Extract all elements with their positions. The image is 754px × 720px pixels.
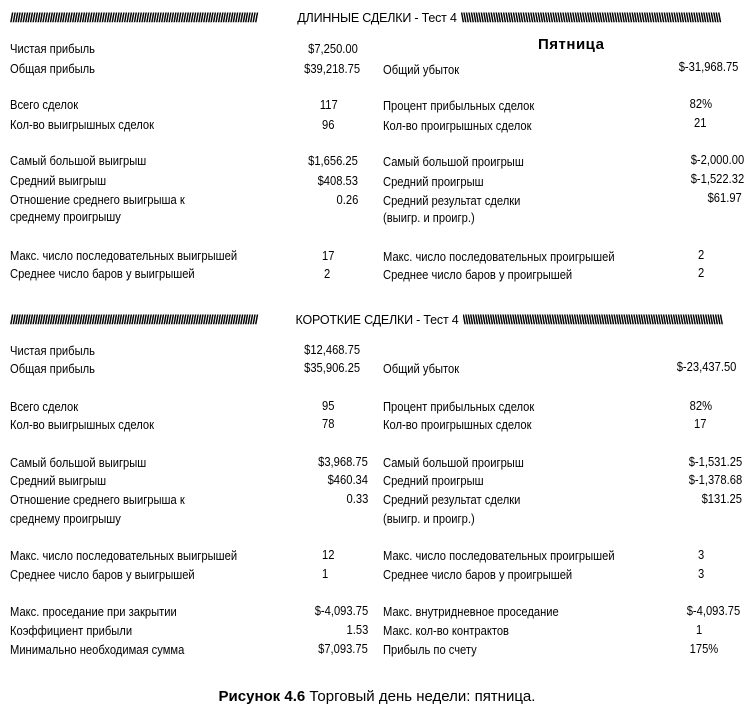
short-avg-loss-label: Средний проигрыш [383, 473, 484, 488]
long-largest-win-value: $1,656.25 [308, 153, 358, 168]
long-pct-profitable-label: Процент прибыльных сделок [383, 98, 535, 113]
short-avg-bars-wins-value: 1 [321, 566, 328, 581]
weekday-title: Пятница [538, 36, 605, 53]
short-max-contracts-label: Макс. кол-во контрактов [383, 623, 509, 638]
short-avg-trade-value: $131.25 [701, 491, 742, 506]
short-return-on-account-value: 175% [689, 641, 718, 656]
short-gross-loss-value: $-23,437.50 [676, 359, 736, 374]
long-avg-bars-losses-value: 2 [697, 265, 704, 280]
short-largest-win-value: $3,968.75 [318, 454, 368, 469]
long-avg-trade-label-cont: (выигр. и проигр.) [383, 210, 475, 225]
short-avg-loss-value: $-1,378.68 [688, 472, 742, 487]
short-gross-profit-value: $35,906.25 [304, 360, 360, 375]
short-net-profit-label: Чистая прибыль [10, 343, 95, 358]
short-losing-trades-value: 17 [693, 416, 706, 431]
long-avg-trade-value: $61.97 [707, 190, 742, 205]
short-section-title: КОРОТКИЕ СДЕЛКИ - Тест 4 [295, 313, 459, 327]
long-total-trades-value: 117 [320, 97, 338, 112]
short-max-closed-drawdown-label: Макс. проседание при закрытии [10, 604, 177, 619]
long-avg-trade-label: Средний результат сделки [383, 193, 521, 208]
short-pct-profitable-value: 82% [689, 398, 712, 413]
long-max-consec-wins-label: Макс. число последовательных выигрышей [10, 248, 238, 263]
long-section-header [10, 8, 744, 28]
long-avg-loss-label: Средний проигрыш [383, 174, 484, 189]
long-avg-loss-value: $-1,522.32 [690, 171, 744, 186]
long-avg-bars-losses-label: Среднее число баров у проигрышей [383, 267, 573, 282]
long-avg-win-value: $408.53 [317, 173, 358, 188]
long-win-loss-ratio-label-cont: среднему проигрышу [10, 209, 121, 224]
long-largest-win-label: Самый большой выигрыш [10, 153, 147, 168]
short-losing-trades-label: Кол-во проигрышных сделок [383, 417, 532, 432]
long-max-consec-losses-value: 2 [697, 247, 704, 262]
short-max-consec-wins-value: 12 [321, 547, 334, 562]
long-pct-profitable-value: 82% [689, 96, 712, 111]
long-net-profit-value: $7,250.00 [308, 41, 358, 56]
short-win-loss-ratio-label: Отношение среднего выигрыша к [10, 492, 185, 507]
long-win-loss-ratio-label: Отношение среднего выигрыша к [10, 192, 185, 207]
long-total-trades-label: Всего сделок [10, 97, 79, 112]
short-max-consec-wins-label: Макс. число последовательных выигрышей [10, 548, 238, 563]
short-profit-factor-label: Коэффициент прибыли [10, 623, 133, 638]
long-section-title: ДЛИННЫЕ СДЕЛКИ - Тест 4 [297, 11, 457, 25]
short-avg-bars-losses-label: Среднее число баров у проигрышей [383, 567, 573, 582]
long-avg-win-label: Средний выигрыш [10, 173, 107, 188]
figure-number: Рисунок 4.6 [218, 688, 306, 705]
long-gross-profit-value: $39,218.75 [304, 61, 360, 76]
long-losing-trades-label: Кол-во проигрышных сделок [383, 118, 532, 133]
short-max-consec-losses-value: 3 [697, 547, 704, 562]
short-win-loss-ratio-label-cont: среднему проигрышу [10, 511, 121, 526]
long-gross-profit-label: Общая прибыль [10, 61, 95, 76]
long-losing-trades-value: 21 [693, 115, 706, 130]
short-account-size-required-label: Минимально необходимая сумма [10, 642, 185, 657]
long-winning-trades-value: 96 [321, 117, 334, 132]
short-gross-loss-label: Общий убыток [383, 361, 460, 376]
short-avg-bars-wins-label: Среднее число баров у выигрышей [10, 567, 195, 582]
short-total-trades-value: 95 [321, 398, 334, 413]
short-return-on-account-label: Прибыль по счету [383, 642, 477, 657]
short-avg-trade-label-cont: (выигр. и проигр.) [383, 511, 475, 526]
backslash-divider-right: \\\\\\\\\\\\\\\\\\\\\\\\\\\\\\\\\\\\\\\\\\\\\\\\\\\\\\\\\\\\\\\\\\\\\\\\\\\\\\\\\\\\\\\\\\\\\\\\\\\\\\\\\ [460, 11, 721, 25]
short-max-intraday-drawdown-value: $-4,093.75 [686, 603, 740, 618]
short-profit-factor-value: 1.53 [346, 622, 368, 637]
short-avg-trade-label: Средний результат сделки [383, 492, 521, 507]
short-avg-win-label: Средний выигрыш [10, 473, 107, 488]
short-winning-trades-value: 78 [321, 416, 334, 431]
figure-caption [0, 688, 754, 705]
long-gross-loss-value: $-31,968.75 [678, 59, 738, 74]
slash-divider-left: //////////////////////////////////////////////////////////////////////////////////////////////////// [10, 313, 258, 327]
short-net-profit-value: $12,468.75 [304, 342, 360, 357]
long-largest-loss-value: $-2,000.00 [690, 152, 744, 167]
long-max-consec-wins-value: 17 [321, 248, 334, 263]
short-winning-trades-label: Кол-во выигрышных сделок [10, 417, 155, 432]
short-avg-bars-losses-value: 3 [697, 566, 704, 581]
slash-divider-left: //////////////////////////////////////////////////////////////////////////////////////////////////// [10, 11, 258, 25]
short-max-closed-drawdown-value: $-4,093.75 [314, 603, 368, 618]
short-avg-win-value: $460.34 [327, 472, 368, 487]
short-total-trades-label: Всего сделок [10, 399, 79, 414]
long-net-profit-label: Чистая прибыль [10, 41, 95, 56]
long-avg-bars-wins-label: Среднее число баров у выигрышей [10, 266, 195, 281]
short-largest-win-label: Самый большой выигрыш [10, 455, 147, 470]
short-largest-loss-label: Самый большой проигрыш [383, 455, 524, 470]
short-gross-profit-label: Общая прибыль [10, 361, 95, 376]
short-largest-loss-value: $-1,531.25 [688, 454, 742, 469]
long-avg-bars-wins-value: 2 [323, 266, 330, 281]
short-max-consec-losses-label: Макс. число последовательных проигрышей [383, 548, 615, 563]
short-section-header [10, 310, 744, 330]
long-max-consec-losses-label: Макс. число последовательных проигрышей [383, 249, 615, 264]
long-gross-loss-label: Общий убыток [383, 62, 460, 77]
short-max-intraday-drawdown-label: Макс. внутридневное проседание [383, 604, 559, 619]
long-winning-trades-label: Кол-во выигрышных сделок [10, 117, 155, 132]
long-win-loss-ratio-value: 0.26 [336, 192, 358, 207]
long-largest-loss-label: Самый большой проигрыш [383, 154, 524, 169]
short-pct-profitable-label: Процент прибыльных сделок [383, 399, 535, 414]
short-max-contracts-value: 1 [695, 622, 702, 637]
backslash-divider-right: \\\\\\\\\\\\\\\\\\\\\\\\\\\\\\\\\\\\\\\\\\\\\\\\\\\\\\\\\\\\\\\\\\\\\\\\\\\\\\\\\\\\\\\\\\\\\\\\\\\\\\\\\ [462, 313, 723, 327]
short-account-size-required-value: $7,093.75 [318, 641, 368, 656]
figure-caption-text: Торговый день недели: пятница. [309, 688, 536, 705]
short-win-loss-ratio-value: 0.33 [346, 491, 368, 506]
